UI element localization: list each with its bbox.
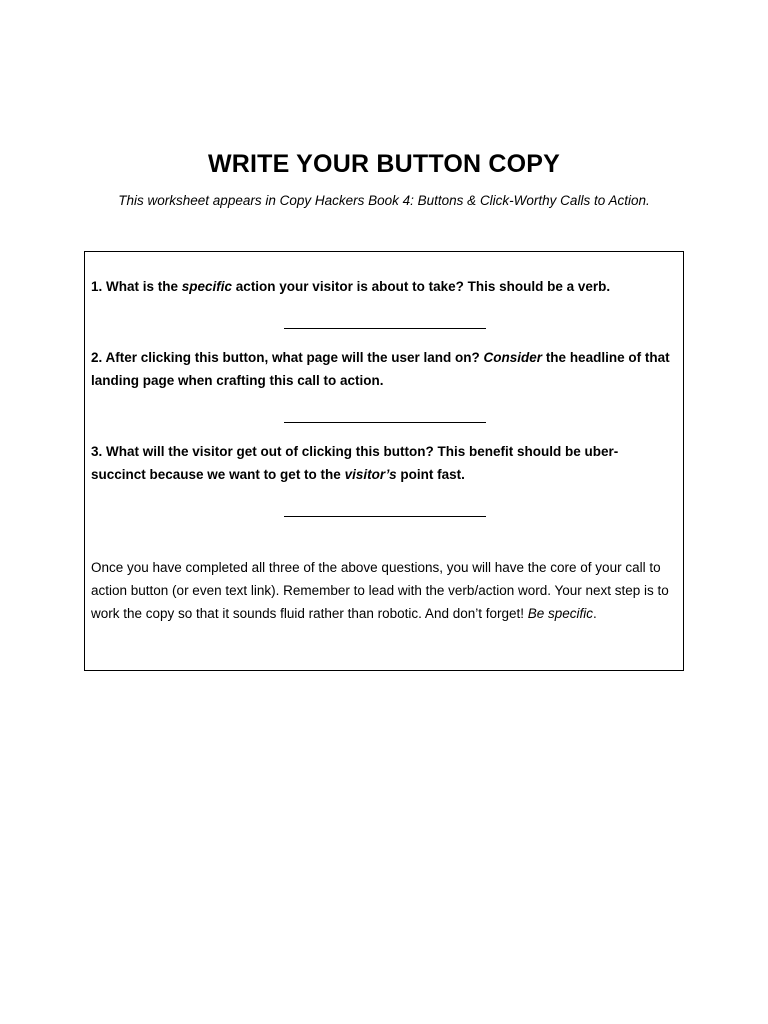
answer-line-3[interactable] — [284, 516, 486, 517]
closing-text: Once you have completed all three of the above questions, you will have the core of your call to action button (or even text link). Remember to lead with the verb/action word. Your next step is to work the copy so that it sounds fluid rather than robotic. And don’t forget! — [91, 560, 669, 621]
question-2-text-start: 2. After clicking this button, what page will the user land on? — [91, 350, 484, 365]
question-3-text-start: 3. What will the visitor get out of clicking this button? This benefit should be uber-succinct because we want to get to the — [91, 444, 619, 482]
question-2 — [91, 346, 671, 392]
worksheet-title: WRITE YOUR BUTTON COPY — [207, 150, 561, 178]
closing-end: . — [593, 606, 597, 621]
answer-line-1[interactable] — [284, 328, 486, 329]
question-3 — [91, 440, 671, 486]
question-2-text-end: the headline of that landing page when crafting this call to action. — [91, 350, 670, 388]
question-2-emphasis: Consider — [483, 350, 543, 365]
question-1-emphasis: specific — [181, 279, 233, 294]
answer-line-2[interactable] — [284, 422, 486, 423]
question-1 — [91, 275, 671, 298]
closing-emphasis: Be specific — [527, 606, 594, 621]
closing-paragraph — [91, 556, 676, 625]
question-3-text-end: point fast. — [396, 467, 465, 482]
worksheet-box — [84, 251, 684, 671]
question-3-emphasis: visitor’s — [344, 467, 397, 482]
question-1-text-end: action your visitor is about to take? This should be a verb. — [232, 279, 611, 294]
question-1-text-start: 1. What is the — [91, 279, 182, 294]
worksheet-subtitle: This worksheet appears in Copy Hackers Book 4: Buttons & Click-Worthy Calls to Action. — [118, 193, 650, 208]
